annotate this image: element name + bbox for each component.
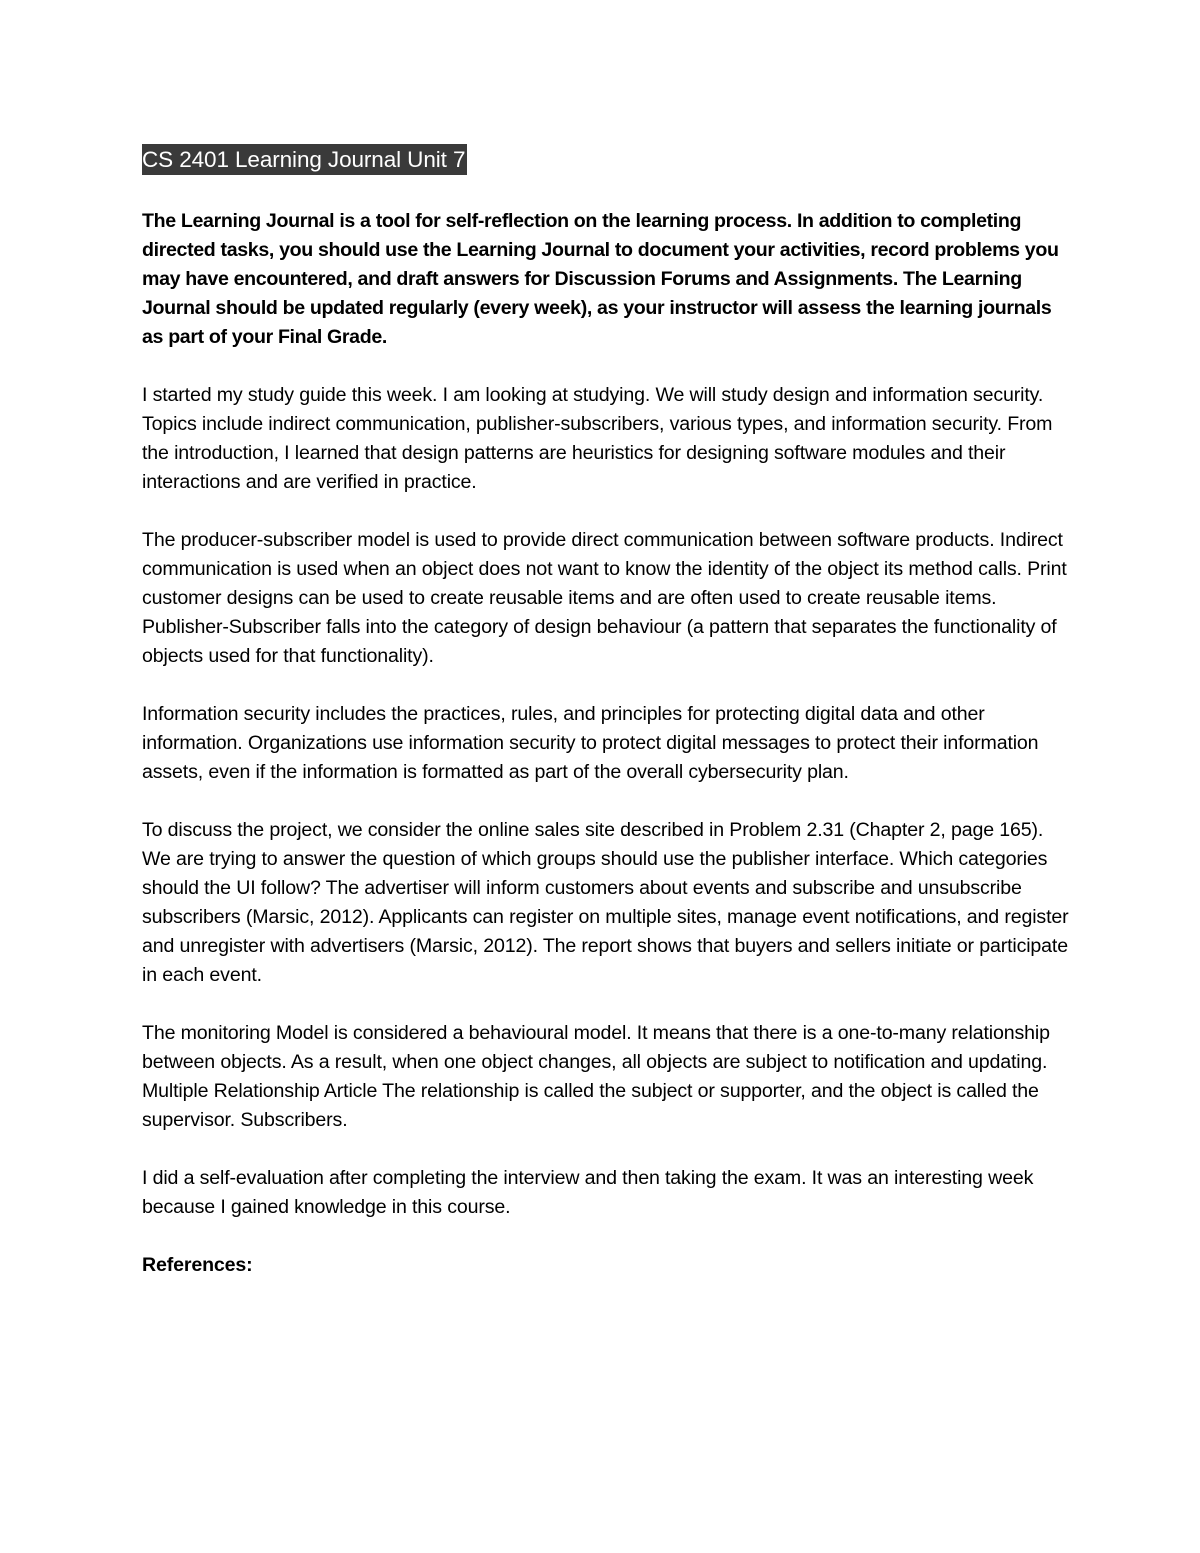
- paragraph-information-security: Information security includes the practices, rules, and principles for protecting digital data and other information. Organizations use information security to protect digital messages to protect their information assets, even if the information is formatted as part of the overall cybersecurity plan.: [142, 703, 1039, 783]
- intro-paragraph: The Learning Journal is a tool for self-reflection on the learning process. In addition to completing directed tasks, you should use the Learning Journal to document your activities, record problems you may have encountered, and draft answers for Discussion Forums and Assignments. The Learning Journal should be updated regularly (every week), as your instructor will assess the learning journals as part of your Final Grade.: [142, 210, 1059, 348]
- paragraph-study-guide: I started my study guide this week. I am looking at studying. We will study design and information security. Topics include indirect communication, publisher-subscribers, various types, and information security. From the introduction, I learned that design patterns are heuristics for designing software modules and their interactions and are verified in practice.: [142, 384, 1053, 493]
- paragraph-project-discussion: To discuss the project, we consider the online sales site described in Problem 2.31 (Chapter 2, page 165). We are trying to answer the question of which groups should use the publisher interface. Which categories should the UI follow? The advertiser will inform customers about events and subscribe and unsubscribe subscribers (Marsic, 2012). Applicants can register on multiple sites, manage event notifications, and register and unregister with advertisers (Marsic, 2012). The report shows that buyers and sellers initiate or participate in each event.: [142, 819, 1069, 986]
- title-line: [142, 144, 1072, 176]
- document-body: [142, 144, 1072, 1280]
- paragraph-monitoring-model: The monitoring Model is considered a behavioural model. It means that there is a one-to-many relationship between objects. As a result, when one object changes, all objects are subject to notification and updating. Multiple Relationship Article The relationship is called the subject or supporter, and the object is called the supervisor. Subscribers.: [142, 1022, 1050, 1131]
- paragraph-self-evaluation: I did a self-evaluation after completing the interview and then taking the exam. It was an interesting week because I gained knowledge in this course.: [142, 1167, 1034, 1218]
- references-heading: References:: [142, 1254, 253, 1276]
- document-title[interactable]: CS 2401 Learning Journal Unit 7: [142, 144, 467, 175]
- paragraph-producer-subscriber: The producer-subscriber model is used to provide direct communication between software products. Indirect communication is used when an object does not want to know the identity of the object its method calls. Print customer designs can be used to create reusable items and are often used to create reusable items. Publisher-Subscriber falls into the category of design behaviour (a pattern that separates the functionality of objects used for that functionality).: [142, 529, 1067, 667]
